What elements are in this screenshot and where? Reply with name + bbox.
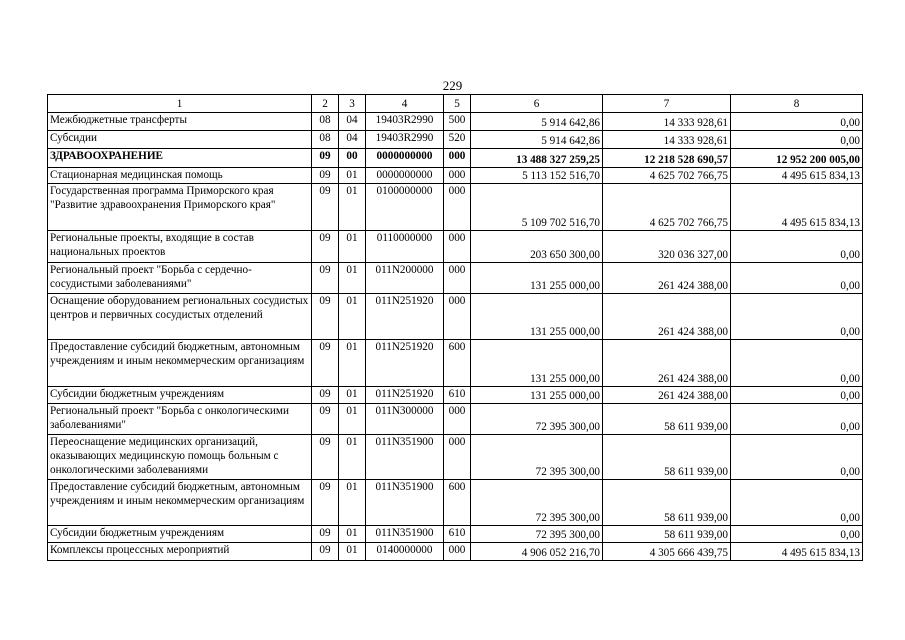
amount-col8-cell: 4 495 615 834,13 xyxy=(731,184,863,231)
subsection-code-cell: 01 xyxy=(339,404,366,435)
subsection-code-cell: 01 xyxy=(339,387,366,404)
amount-col8-cell: 0,00 xyxy=(731,263,863,294)
subsection-code-cell: 04 xyxy=(339,113,366,131)
section-code-cell: 09 xyxy=(312,231,339,263)
table-row xyxy=(48,168,863,184)
row-name-cell: Оснащение оборудованием региональных сосудистых центров и первичных сосудистых отделений xyxy=(48,294,312,340)
amount-col7-cell: 58 611 939,00 xyxy=(603,480,731,526)
row-name-cell: Региональный проект "Борьба с сердечно-сосудистыми заболеваниями" xyxy=(48,263,312,294)
amount-col7-cell: 4 305 666 439,75 xyxy=(603,543,731,561)
amount-col7-cell: 58 611 939,00 xyxy=(603,526,731,543)
expense-type-cell: 000 xyxy=(444,263,471,294)
expense-type-cell: 600 xyxy=(444,480,471,526)
amount-col8-cell: 0,00 xyxy=(731,294,863,340)
table-row xyxy=(48,294,863,340)
header-cell: 3 xyxy=(339,95,366,113)
amount-col7-cell: 58 611 939,00 xyxy=(603,404,731,435)
row-name-cell: Предоставление субсидий бюджетным, автономным учреждениям и иным некоммерческим организациям xyxy=(48,340,312,387)
header-cell: 5 xyxy=(444,95,471,113)
table-row xyxy=(48,113,863,131)
target-article-cell: 19403R2990 xyxy=(366,113,444,131)
target-article-cell: 011N251920 xyxy=(366,340,444,387)
subsection-code-cell: 01 xyxy=(339,340,366,387)
amount-col7-cell: 261 424 388,00 xyxy=(603,294,731,340)
target-article-cell: 011N351900 xyxy=(366,526,444,543)
subsection-code-cell: 01 xyxy=(339,435,366,480)
expense-type-cell: 500 xyxy=(444,113,471,131)
target-article-cell: 0000000000 xyxy=(366,149,444,168)
amount-col7-cell: 4 625 702 766,75 xyxy=(603,184,731,231)
amount-col8-cell: 0,00 xyxy=(731,340,863,387)
section-code-cell: 09 xyxy=(312,149,339,168)
page-number: 229 xyxy=(442,78,463,93)
section-code-cell: 09 xyxy=(312,543,339,561)
target-article-cell: 011N351900 xyxy=(366,435,444,480)
amount-col6-cell: 131 255 000,00 xyxy=(471,294,603,340)
header-cell: 2 xyxy=(312,95,339,113)
expense-type-cell: 000 xyxy=(444,435,471,480)
table-row xyxy=(48,480,863,526)
row-name-cell: Межбюджетные трансферты xyxy=(48,113,312,131)
amount-col6-cell: 4 906 052 216,70 xyxy=(471,543,603,561)
section-code-cell: 09 xyxy=(312,168,339,184)
table-row xyxy=(48,404,863,435)
amount-col7-cell: 320 036 327,00 xyxy=(603,231,731,263)
table-row xyxy=(48,263,863,294)
amount-col6-cell: 72 395 300,00 xyxy=(471,435,603,480)
amount-col8-cell: 0,00 xyxy=(731,435,863,480)
section-code-cell: 09 xyxy=(312,404,339,435)
table-row xyxy=(48,543,863,561)
section-code-cell: 09 xyxy=(312,184,339,231)
target-article-cell: 011N251920 xyxy=(366,387,444,404)
row-name-cell: Государственная программа Приморского края "Развитие здравоохранения Приморского края" xyxy=(48,184,312,231)
target-article-cell: 011N200000 xyxy=(366,263,444,294)
amount-col7-cell: 12 218 528 690,57 xyxy=(603,149,731,168)
amount-col6-cell: 131 255 000,00 xyxy=(471,387,603,404)
subsection-code-cell: 01 xyxy=(339,263,366,294)
amount-col8-cell: 0,00 xyxy=(731,131,863,149)
amount-col8-cell: 4 495 615 834,13 xyxy=(731,168,863,184)
subsection-code-cell: 01 xyxy=(339,543,366,561)
header-cell: 4 xyxy=(366,95,444,113)
row-name-cell: Субсидии бюджетным учреждениям xyxy=(48,387,312,404)
table-row xyxy=(48,131,863,149)
expense-type-cell: 000 xyxy=(444,168,471,184)
amount-col7-cell: 4 625 702 766,75 xyxy=(603,168,731,184)
section-code-cell: 09 xyxy=(312,340,339,387)
amount-col8-cell: 0,00 xyxy=(731,480,863,526)
subsection-code-cell: 04 xyxy=(339,131,366,149)
amount-col7-cell: 261 424 388,00 xyxy=(603,263,731,294)
table-row xyxy=(48,435,863,480)
row-name-cell: Комплексы процессных мероприятий xyxy=(48,543,312,561)
header-cell: 7 xyxy=(603,95,731,113)
expense-type-cell: 610 xyxy=(444,526,471,543)
row-name-cell: Субсидии бюджетным учреждениям xyxy=(48,526,312,543)
amount-col6-cell: 72 395 300,00 xyxy=(471,480,603,526)
expense-type-cell: 000 xyxy=(444,404,471,435)
section-code-cell: 08 xyxy=(312,113,339,131)
target-article-cell: 011N251920 xyxy=(366,294,444,340)
expense-type-cell: 000 xyxy=(444,543,471,561)
row-name-cell: Субсидии xyxy=(48,131,312,149)
table-header xyxy=(48,95,863,113)
target-article-cell: 0110000000 xyxy=(366,231,444,263)
amount-col6-cell: 72 395 300,00 xyxy=(471,526,603,543)
amount-col8-cell: 0,00 xyxy=(731,387,863,404)
amount-col7-cell: 14 333 928,61 xyxy=(603,131,731,149)
amount-col6-cell: 131 255 000,00 xyxy=(471,263,603,294)
amount-col8-cell: 0,00 xyxy=(731,404,863,435)
section-code-cell: 09 xyxy=(312,480,339,526)
table-body xyxy=(48,113,863,561)
section-code-cell: 09 xyxy=(312,387,339,404)
budget-table xyxy=(47,94,863,561)
subsection-code-cell: 01 xyxy=(339,526,366,543)
table-row xyxy=(48,149,863,168)
header-cell: 6 xyxy=(471,95,603,113)
table-row xyxy=(48,340,863,387)
row-name-cell: Предоставление субсидий бюджетным, автономным учреждениям и иным некоммерческим организациям xyxy=(48,480,312,526)
amount-col7-cell: 58 611 939,00 xyxy=(603,435,731,480)
amount-col8-cell: 0,00 xyxy=(731,231,863,263)
amount-col6-cell: 5 109 702 516,70 xyxy=(471,184,603,231)
amount-col8-cell: 12 952 200 005,00 xyxy=(731,149,863,168)
amount-col7-cell: 261 424 388,00 xyxy=(603,340,731,387)
subsection-code-cell: 01 xyxy=(339,231,366,263)
row-name-cell: Переоснащение медицинских организаций, оказывающих медицинскую помощь больным с онкологическими заболеваниями xyxy=(48,435,312,480)
amount-col8-cell: 4 495 615 834,13 xyxy=(731,543,863,561)
expense-type-cell: 000 xyxy=(444,231,471,263)
row-name-cell: Региональный проект "Борьба с онкологическими заболеваниями" xyxy=(48,404,312,435)
expense-type-cell: 600 xyxy=(444,340,471,387)
row-name-cell: Региональные проекты, входящие в состав национальных проектов xyxy=(48,231,312,263)
target-article-cell: 011N351900 xyxy=(366,480,444,526)
amount-col8-cell: 0,00 xyxy=(731,113,863,131)
table-row xyxy=(48,387,863,404)
target-article-cell: 0100000000 xyxy=(366,184,444,231)
amount-col8-cell: 0,00 xyxy=(731,526,863,543)
expense-type-cell: 520 xyxy=(444,131,471,149)
expense-type-cell: 000 xyxy=(444,149,471,168)
table-row xyxy=(48,231,863,263)
expense-type-cell: 000 xyxy=(444,184,471,231)
row-name-cell: ЗДРАВООХРАНЕНИЕ xyxy=(48,149,312,168)
subsection-code-cell: 01 xyxy=(339,184,366,231)
header-row xyxy=(48,95,863,113)
subsection-code-cell: 01 xyxy=(339,168,366,184)
amount-col6-cell: 72 395 300,00 xyxy=(471,404,603,435)
expense-type-cell: 610 xyxy=(444,387,471,404)
amount-col7-cell: 14 333 928,61 xyxy=(603,113,731,131)
row-name-cell: Стационарная медицинская помощь xyxy=(48,168,312,184)
amount-col6-cell: 5 914 642,86 xyxy=(471,113,603,131)
target-article-cell: 19403R2990 xyxy=(366,131,444,149)
amount-col6-cell: 5 113 152 516,70 xyxy=(471,168,603,184)
target-article-cell: 0140000000 xyxy=(366,543,444,561)
amount-col6-cell: 5 914 642,86 xyxy=(471,131,603,149)
table-row xyxy=(48,184,863,231)
section-code-cell: 08 xyxy=(312,131,339,149)
section-code-cell: 09 xyxy=(312,526,339,543)
table-row xyxy=(48,526,863,543)
subsection-code-cell: 00 xyxy=(339,149,366,168)
header-cell: 8 xyxy=(731,95,863,113)
amount-col7-cell: 261 424 388,00 xyxy=(603,387,731,404)
header-cell: 1 xyxy=(48,95,312,113)
section-code-cell: 09 xyxy=(312,263,339,294)
amount-col6-cell: 131 255 000,00 xyxy=(471,340,603,387)
amount-col6-cell: 203 650 300,00 xyxy=(471,231,603,263)
amount-col6-cell: 13 488 327 259,25 xyxy=(471,149,603,168)
expense-type-cell: 000 xyxy=(444,294,471,340)
subsection-code-cell: 01 xyxy=(339,480,366,526)
target-article-cell: 0000000000 xyxy=(366,168,444,184)
target-article-cell: 011N300000 xyxy=(366,404,444,435)
subsection-code-cell: 01 xyxy=(339,294,366,340)
section-code-cell: 09 xyxy=(312,294,339,340)
section-code-cell: 09 xyxy=(312,435,339,480)
